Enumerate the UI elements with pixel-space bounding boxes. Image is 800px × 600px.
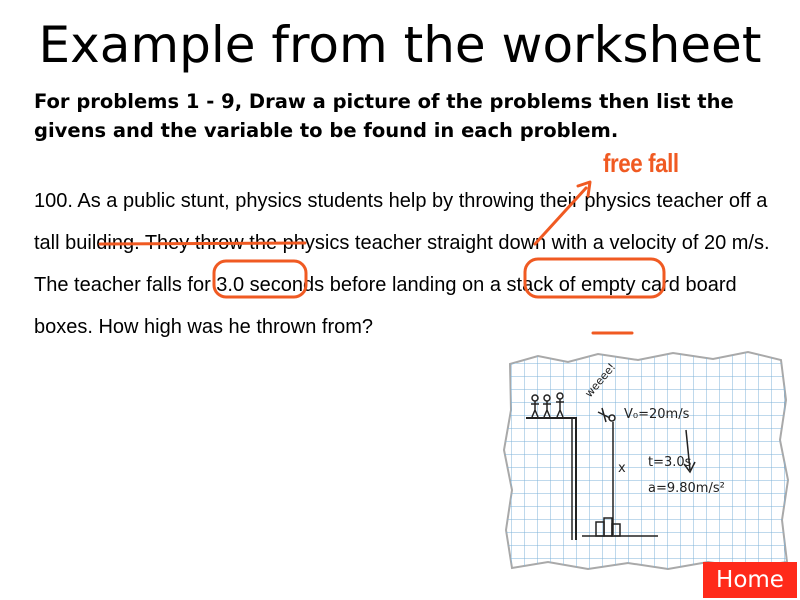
home-button[interactable]: Home [703, 562, 797, 598]
free-fall-annotation: free fall [603, 148, 679, 178]
instructions-text: For problems 1 - 9, Draw a picture of the problems then list the givens and the variable to be found in each problem. [34, 90, 734, 142]
time-label: t=3.0s [648, 455, 692, 470]
exclaim-label: weeee! [582, 360, 619, 400]
slide-title: Example from the worksheet [38, 16, 762, 74]
unknown-x-label: x [618, 461, 626, 476]
problem-text: 100. As a public stunt, physics students help by throwing their physics teacher off a tall building. They throw the physics teacher straight down with a velocity of 20 m/s. The teacher falls for 3.0 seconds before landing on a stack of empty card board boxes. How high was he thrown from? [34, 190, 770, 338]
initial-velocity-label: V₀=20m/s [624, 407, 690, 422]
graph-paper-sketch [498, 350, 790, 572]
acceleration-label: a=9.80m/s² [648, 481, 725, 496]
